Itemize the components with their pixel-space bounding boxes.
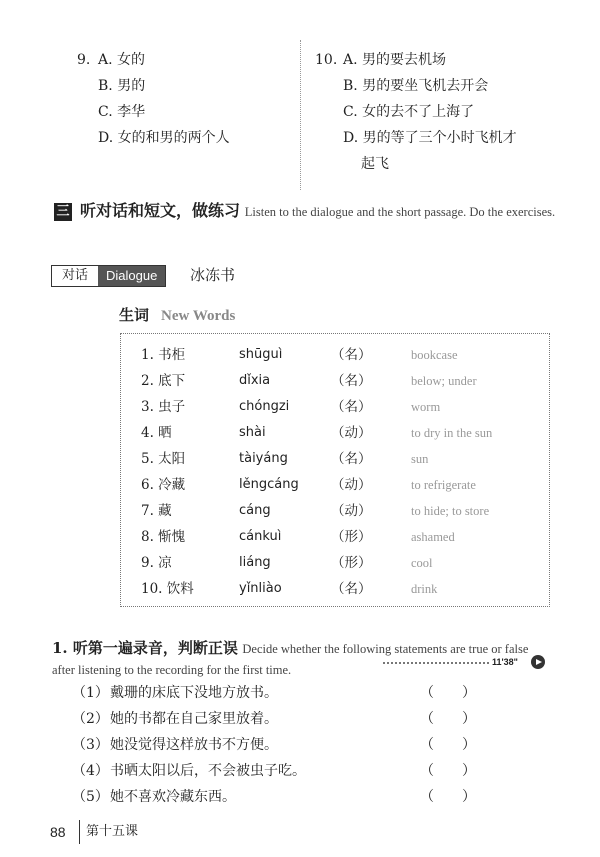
vocab-row: [121, 420, 549, 446]
play-icon[interactable]: [531, 655, 545, 669]
option-b: B. 男的要坐飞机去开会: [343, 78, 489, 94]
dialogue-tag-cn: 对话: [62, 268, 89, 283]
vocab-meaning: worm: [411, 400, 441, 414]
statement-row: [72, 680, 476, 706]
page-number: 88: [50, 824, 66, 840]
vocab-pinyin: dǐxia: [239, 373, 271, 388]
option-a: A. 男的要去机场: [343, 52, 447, 68]
exercise-title-cn-text: 听第一遍录音，判断正误: [72, 639, 238, 657]
vocab-word: 5. 太阳: [141, 451, 186, 467]
vocab-word: 3. 虫子: [141, 399, 186, 415]
vocab-row: [121, 342, 549, 368]
answer-blank[interactable]: （ ）: [420, 685, 476, 701]
audio-timestamp: 11'38": [492, 657, 518, 667]
vocab-meaning: bookcase: [411, 348, 458, 362]
vocab-word: 1. 书柜: [141, 347, 186, 363]
lesson-label: 第十五课: [86, 824, 139, 839]
vocab-meaning: to hide; to store: [411, 504, 490, 518]
exercise-title-en: Decide whether the following statements are true or false after listening to the recording for the first time.: [52, 642, 529, 677]
vocab-meaning: below; under: [411, 374, 477, 388]
vocab-row: [121, 576, 549, 602]
dialogue-title: 冰冻书: [190, 266, 236, 284]
vocab-pos: （形）: [331, 529, 372, 545]
statement-text: 书晒太阳以后，不会被虫子吃。: [110, 763, 306, 779]
option-b: B. 男的: [98, 78, 146, 94]
statement-number: （1）: [72, 685, 109, 701]
vocab-row: [121, 472, 549, 498]
vocab-pos: （名）: [331, 451, 372, 467]
vocab-meaning: cool: [411, 556, 433, 570]
statement-text: 戴珊的床底下没地方放书。: [110, 685, 278, 701]
vocab-row: [121, 394, 549, 420]
new-words-heading: [119, 305, 235, 326]
question-number: 10.: [315, 52, 338, 68]
exercise-title-cn: [52, 639, 238, 657]
question-9: [77, 48, 287, 168]
section-title: [80, 200, 560, 223]
vocab-pos: （形）: [331, 555, 372, 571]
statement-row: [72, 706, 476, 732]
vocab-pos: （名）: [331, 373, 372, 389]
vocab-row: [121, 524, 549, 550]
vocab-pos: （动）: [331, 477, 372, 493]
vocab-meaning: ashamed: [411, 530, 455, 544]
question-number: 9.: [77, 52, 91, 68]
vocab-word: 7. 藏: [141, 503, 172, 519]
vocab-pos: （名）: [331, 347, 372, 363]
vocab-row: [121, 550, 549, 576]
statement-text: 她的书都在自己家里放着。: [110, 711, 278, 727]
statement-text: 她没觉得这样放书不方便。: [110, 737, 278, 753]
option-c: C. 李华: [98, 104, 146, 120]
section-title-en: Listen to the dialogue and the short passage. Do the exercises.: [244, 205, 556, 219]
vocab-row: [121, 446, 549, 472]
statement-number: （2）: [72, 711, 109, 727]
vocab-pos: （动）: [331, 503, 372, 519]
vocab-pinyin: cánkuì: [239, 529, 282, 544]
vocab-meaning: to dry in the sun: [411, 426, 493, 440]
vocab-meaning: sun: [411, 452, 429, 466]
vocab-pos: （动）: [331, 425, 372, 441]
vocab-table: [120, 333, 550, 607]
vocab-pos: （名）: [331, 581, 372, 597]
vocab-pinyin: yǐnliào: [239, 581, 282, 596]
vocab-meaning: to refrigerate: [411, 478, 476, 492]
answer-blank[interactable]: （ ）: [420, 789, 476, 805]
statement-number: （5）: [72, 789, 109, 805]
vocab-pos: （名）: [331, 399, 372, 415]
statement-row: [72, 784, 476, 810]
option-d: D. 男的等了三个小时飞机才: [343, 130, 517, 146]
vocab-row: [121, 368, 549, 394]
vocab-pinyin: cáng: [239, 503, 271, 518]
option-c: C. 女的去不了上海了: [343, 104, 475, 120]
answer-blank[interactable]: （ ）: [420, 711, 476, 727]
dialogue-tag-en: Dialogue: [98, 266, 165, 286]
column-divider: [300, 40, 301, 190]
question-10: [315, 48, 560, 178]
exercise-number: 1.: [52, 639, 68, 657]
statement-number: （4）: [72, 763, 109, 779]
option-d-continued: 起飞: [361, 156, 389, 172]
answer-blank[interactable]: （ ）: [420, 763, 476, 779]
statement-row: [72, 758, 476, 784]
statement-number: （3）: [72, 737, 109, 753]
vocab-pinyin: tàiyáng: [239, 451, 288, 466]
vocab-pinyin: liáng: [239, 555, 271, 570]
vocab-pinyin: shūguì: [239, 347, 283, 362]
section-title-cn: 听对话和短文，做练习: [80, 201, 241, 220]
statement-text: 她不喜欢冷藏东西。: [110, 789, 236, 805]
vocab-meaning: drink: [411, 582, 438, 596]
statement-row: [72, 732, 476, 758]
vocab-word: 2. 底下: [141, 373, 186, 389]
exercise-title: [52, 638, 552, 681]
new-words-title-cn: 生词: [119, 306, 150, 324]
vocab-row: [121, 498, 549, 524]
answer-blank[interactable]: （ ）: [420, 737, 476, 753]
option-a: A. 女的: [98, 52, 146, 68]
vocab-pinyin: lěngcáng: [239, 477, 299, 492]
footer-divider: [79, 820, 80, 844]
vocab-pinyin: chóngzi: [239, 399, 290, 414]
vocab-word: 9. 凉: [141, 555, 172, 571]
vocab-pinyin: shài: [239, 425, 266, 440]
dialogue-tag: [51, 265, 166, 287]
vocab-word: 6. 冷藏: [141, 477, 186, 493]
vocab-word: 10. 饮料: [141, 581, 194, 597]
new-words-title-en: New Words: [161, 308, 236, 324]
dotted-leader: [383, 662, 489, 664]
option-d: D. 女的和男的两个人: [98, 130, 230, 146]
vocab-word: 4. 晒: [141, 425, 172, 441]
section-marker: 三: [54, 203, 72, 221]
vocab-word: 8. 惭愧: [141, 529, 186, 545]
